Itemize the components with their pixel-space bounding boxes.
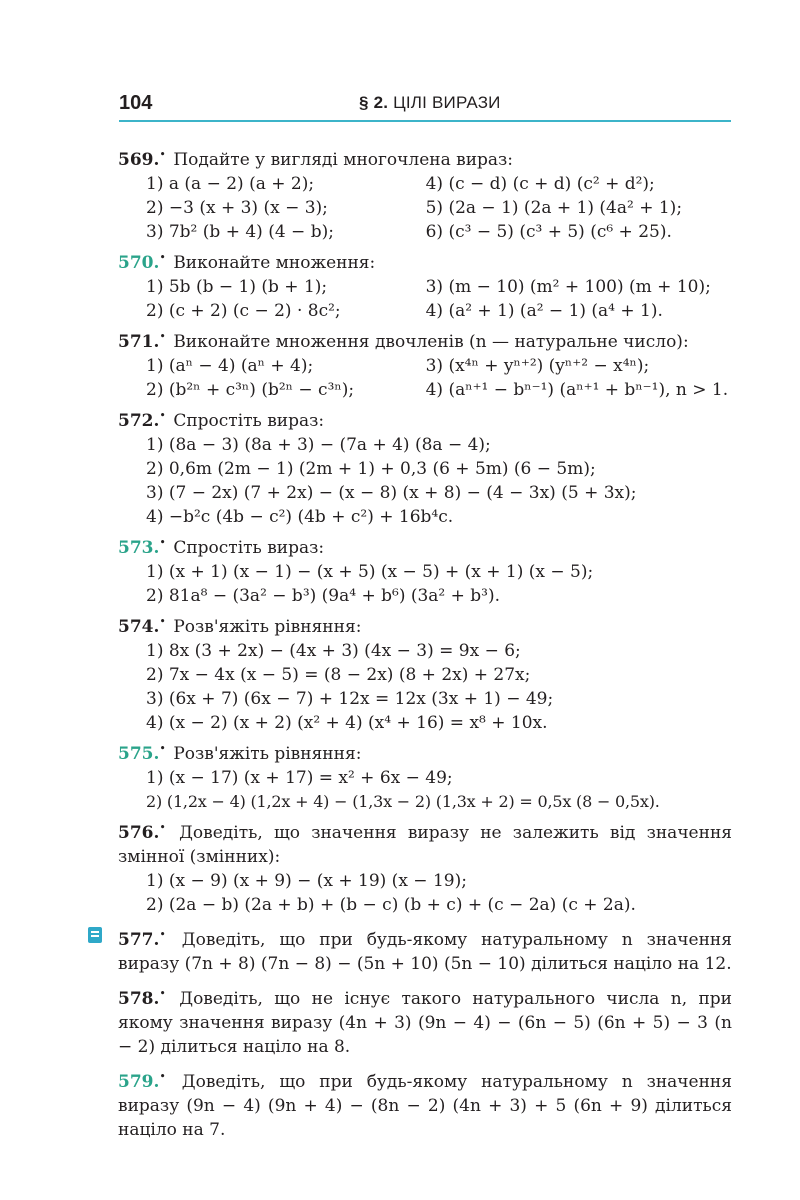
exercise-570: 570.• Виконайте множення: 1) 5b (b − 1) (b + 1); 3) (m − 10) (m² + 100) (m + 10); 2) (c + 2) (c − 2) · 8c²; 4) (a² + 1) (a² − 1) (a⁴ + 1). [118, 246, 732, 323]
exercise-578: 578.• Доведіть, що не існує такого натурального числа n, при якому значення виразу (4n + 3) (9n − 4) − (6n − 5) (6n + 5) − 3 (n − 2) ділиться націло на 8. [118, 987, 732, 1057]
expression: 1) (aⁿ − 4) (aⁿ + 4); [146, 356, 314, 376]
expression: 6) (c³ − 5) (c³ + 5) (c⁶ + 25). [425, 222, 672, 242]
exercise-prompt: Спростіть вираз: [173, 411, 325, 431]
expression: 4) (a² + 1) (a² − 1) (a⁴ + 1). [425, 301, 663, 321]
exercise-number: 570. [118, 253, 160, 273]
exercise-576: 576.• Доведіть, що значення виразу не залежить від значення змінної (змінних): 1) (x − 9) (x + 9) − (x + 19) (x − 19); 2) (2a − b) (2a + b) + (b − c) (b + c) + (c − 2a) (c + 2a). [118, 821, 732, 915]
exercise-number: 576. [118, 823, 160, 843]
expression: 4) −b²c (4b − c²) (4b + c²) + 16b⁴c. [146, 507, 454, 527]
exercise-571: 571.• Виконайте множення двочленів (n — натуральне число): 1) (aⁿ − 4) (aⁿ + 4); 3) (x⁴ⁿ + yⁿ⁺²) (yⁿ⁺² − x⁴ⁿ); 2) (b²ⁿ + c³ⁿ) (b²ⁿ − c³ⁿ); 4) (aⁿ⁺¹ − bⁿ⁻¹) (aⁿ⁺¹ + bⁿ⁻¹), n > 1. [118, 325, 732, 402]
exercise-prompt: Виконайте множення: [173, 253, 376, 273]
equation: 2) (1,2x − 4) (1,2x + 4) − (1,3x − 2) (1,3x + 2) = 0,5x (8 − 0,5x). [146, 792, 660, 811]
exercise-number: 579. [118, 1072, 160, 1092]
expression: 3) 7b² (b + 4) (4 − b); [146, 222, 334, 242]
exercise-number: 571. [118, 332, 160, 352]
exercise-prompt: Доведіть, що при будь-якому натуральному n значення виразу (7n + 8) (7n − 8) − (5n + 10) (5n − 10) ділиться націло на 12. [118, 930, 732, 974]
expression: 2) (c + 2) (c − 2) · 8c²; [146, 301, 341, 321]
exercise-575: 575.• Розв'яжіть рівняння: 1) (x − 17) (x + 17) = x² + 6x − 49; 2) (1,2x − 4) (1,2x + 4) − (1,3x − 2) (1,3x + 2) = 0,5x (8 − 0,5x). [118, 737, 732, 814]
exercise-list [118, 143, 732, 1144]
exercise-number: 573. [118, 538, 160, 558]
exercise-number: 578. [118, 989, 160, 1009]
equation: 4) (x − 2) (x + 2) (x² + 4) (x⁴ + 16) = x⁸ + 10x. [146, 713, 548, 733]
expression: 2) (2a − b) (2a + b) + (b − c) (b + c) + (c − 2a) (c + 2a). [146, 895, 636, 915]
exercise-574: 574.• Розв'яжіть рівняння: 1) 8x (3 + 2x) − (4x + 3) (4x − 3) = 9x − 6; 2) 7x − 4x (x − 5) = (8 − 2x) (8 + 2x) + 27x; 3) (6x + 7) (6x − 7) + 12x = 12x (3x + 1) − 49; 4) (x − 2) (x + 2) (x² + 4) (x⁴ + 16) = x⁸ + 10x. [118, 610, 732, 735]
page-number: 104 [119, 92, 153, 114]
section-name: ЦІЛІ ВИРАЗИ [393, 93, 501, 112]
equation: 2) 7x − 4x (x − 5) = (8 − 2x) (8 + 2x) + 27x; [146, 665, 531, 685]
exercise-579: 579.• Доведіть, що при будь-якому натуральному n значення виразу (9n − 4) (9n + 4) − (8n − 2) (4n + 3) + 5 (6n + 9) ділиться націло на 7. [118, 1070, 732, 1140]
exercise-572: 572.• Спростіть вираз: 1) (8a − 3) (8a + 3) − (7a + 4) (8a − 4); 2) 0,6m (2m − 1) (2m + 1) + 0,3 (6 + 5m) (6 − 5m); 3) (7 − 2x) (7 + 2x) − (x − 8) (x + 8) − (4 − 3x) (5 + 3x); 4) −b²c (4b − c²) (4b + c²) + 16b⁴c. [118, 404, 732, 529]
exercise-number: 574. [118, 617, 160, 637]
expression: 1) (8a − 3) (8a + 3) − (7a + 4) (8a − 4); [146, 435, 491, 455]
section-label: § 2. [359, 93, 389, 112]
exercise-573: 573.• Спростіть вираз: 1) (x + 1) (x − 1) − (x + 5) (x − 5) + (x + 1) (x − 5); 2) 81a⁸ − (3a² − b³) (9a⁴ + b⁶) (3a² + b³). [118, 531, 732, 608]
book-icon [88, 927, 102, 943]
expression: 1) (x + 1) (x − 1) − (x + 5) (x − 5) + (x + 1) (x − 5); [146, 562, 594, 582]
expression: 2) 81a⁸ − (3a² − b³) (9a⁴ + b⁶) (3a² + b³). [146, 586, 501, 606]
expression: 1) 5b (b − 1) (b + 1); [146, 277, 328, 297]
exercise-prompt: Розв'яжіть рівняння: [173, 617, 362, 637]
exercise-number: 577. [118, 930, 160, 950]
exercise-prompt: Розв'яжіть рівняння: [173, 744, 362, 764]
exercise-569: 569.• Подайте у вигляді многочлена вираз: 1) a (a − 2) (a + 2); 4) (c − d) (c + d) (c² + d²); 2) −3 (x + 3) (x − 3); 5) (2a − 1) (2a + 1) (4a² + 1); 3) 7b² (b + 4) (4 − b); 6) (c³ − 5) (c³ + 5) (c⁶ + 25). [118, 143, 732, 244]
expression: 4) (aⁿ⁺¹ − bⁿ⁻¹) (aⁿ⁺¹ + bⁿ⁻¹), n > 1. [425, 380, 729, 400]
exercise-prompt: Доведіть, що значення виразу не залежить від значення змінної (змінних): [118, 823, 732, 867]
exercise-prompt: Виконайте множення двочленів (n — натуральне число): [173, 332, 689, 352]
expression: 4) (c − d) (c + d) (c² + d²); [425, 174, 655, 194]
exercise-number: 572. [118, 411, 160, 431]
expression: 1) a (a − 2) (a + 2); [146, 174, 315, 194]
equation: 3) (6x + 7) (6x − 7) + 12x = 12x (3x + 1) − 49; [146, 689, 554, 709]
expression: 1) (x − 9) (x + 9) − (x + 19) (x − 19); [146, 871, 467, 891]
exercise-prompt: Спростіть вираз: [173, 538, 325, 558]
expression: 3) (m − 10) (m² + 100) (m + 10); [425, 277, 711, 297]
exercise-number: 569. [118, 150, 160, 170]
page-header [119, 92, 731, 122]
expression: 2) 0,6m (2m − 1) (2m + 1) + 0,3 (6 + 5m) (6 − 5m); [146, 459, 596, 479]
exercise-577: 577.• Доведіть, що при будь-якому натуральному n значення виразу (7n + 8) (7n − 8) − (5n + 10) (5n − 10) ділиться націло на 12. [118, 923, 732, 976]
expression: 3) (x⁴ⁿ + yⁿ⁺²) (yⁿ⁺² − x⁴ⁿ); [425, 356, 650, 376]
exercise-number: 575. [118, 744, 160, 764]
section-title [359, 93, 501, 113]
header-rule [119, 120, 731, 122]
exercise-prompt: Доведіть, що при будь-якому натуральному n значення виразу (9n − 4) (9n + 4) − (8n − 2) (4n + 3) + 5 (6n + 9) ділиться націло на 7. [118, 1072, 732, 1140]
expression: 3) (7 − 2x) (7 + 2x) − (x − 8) (x + 8) − (4 − 3x) (5 + 3x); [146, 483, 637, 503]
expression: 2) (b²ⁿ + c³ⁿ) (b²ⁿ − c³ⁿ); [146, 380, 355, 400]
exercise-prompt: Подайте у вигляді многочлена вираз: [173, 150, 514, 170]
expression: 5) (2a − 1) (2a + 1) (4a² + 1); [425, 198, 683, 218]
equation: 1) 8x (3 + 2x) − (4x + 3) (4x − 3) = 9x − 6; [146, 641, 521, 661]
exercise-prompt: Доведіть, що не існує такого натурального числа n, при якому значення виразу (4n + 3) (9n − 4) − (6n − 5) (6n + 5) − 3 (n − 2) ділиться націло на 8. [118, 989, 732, 1057]
equation: 1) (x − 17) (x + 17) = x² + 6x − 49; [146, 768, 453, 788]
expression: 2) −3 (x + 3) (x − 3); [146, 198, 328, 218]
